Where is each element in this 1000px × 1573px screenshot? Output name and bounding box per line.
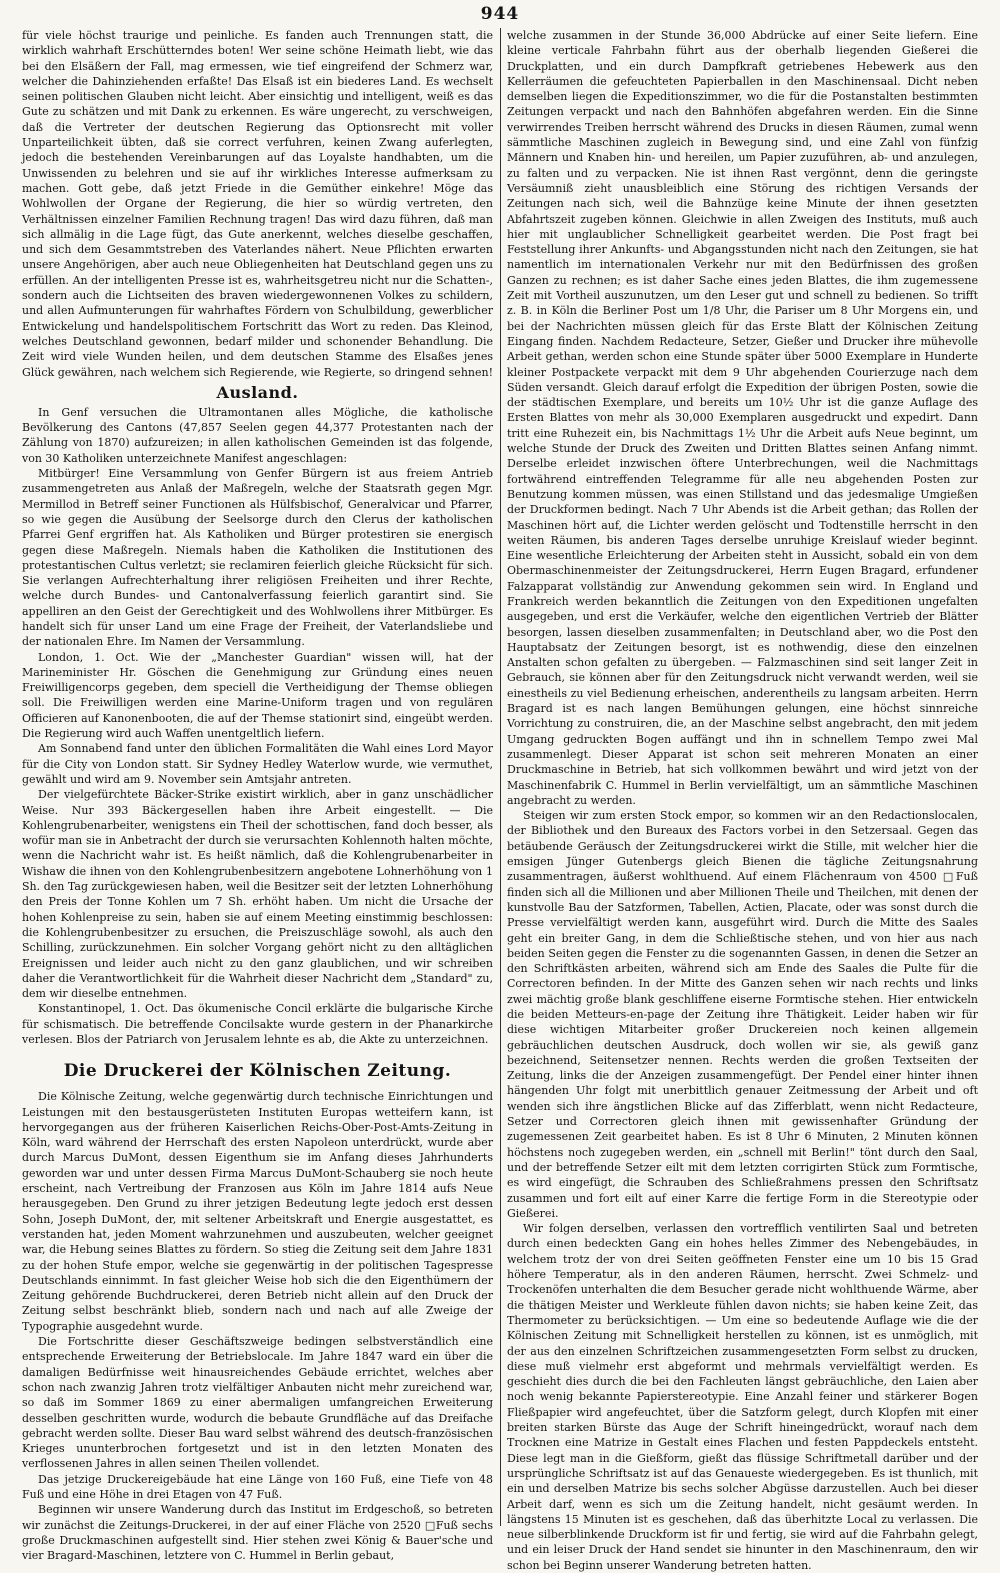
ausland-paragraph: Der vielgefürchtete Bäcker-Strike existirt wirklich, aber in ganz unschädlicher Weise. Nur 393 Bäckergesellen haben ihre Arbeit eingestellt. — Die Kohlengrubenarbeiter, wenigstens ein Theil der schottischen, fand doch besser, als wofür man sie in Anbetracht der durch sie verursachten Kohlennoth halten möchte, wenn die Nachricht wahr ist. Es heißt nämlich, daß die Kohlengrubenarbeiter in Wishaw die ihnen von den Kohlengrubenbesitzern angebotene Lohnerhöhung von 1 Sh. den Tag zurückgewiesen haben, weil die Besitzer seit der letzten Lohnerhöhung den Preis der Tonne Kohlen um 7 Sh. erhöht haben. Um nicht die Ursache der hohen Kohlenpreise zu sein, haben sie auf einem Meeting einstimmig beschlossen: die Kohlengrubenbesitzer zu ersuchen, die Preiszuschläge sowohl, als auch den Schilling, zurückzunehmen. Ein solcher Vorgang gehört nicht zu den alltäglichen Ereignissen und leider auch nicht zu den ganz glaublichen, und wir schreiben daher die Verantwortlichkeit für die Wahrheit dieser Nachricht dem „Standard" zu, dem wir dieselbe entnehmen.: [22, 788, 493, 1001]
druckerei-paragraph: Die Fortschritte dieser Geschäftszweige bedingen selbstverständlich eine entsprechende Erweiterung der Betriebslocale. Im Jahre 1847 ward ein über die damaligen Bedürfnisse weit hinausreichendes Gebäude errichtet, welches aber schon nach zwanzig Jahren trotz vielfältiger Anbauten nicht mehr zureichend war, so daß im Sommer 1869 zu einer abermaligen umfangreichen Erweiterung desselben geschritten wurde, wodurch die bebaute Grundfläche auf das Dreifache gebracht werden sollte. Dieser Bau ward selbst während des deutsch-französischen Krieges ununterbrochen fortgesetzt und ist in den letzten Monaten des verflossenen Jahres in allen seinen Theilen vollendet.: [22, 1335, 493, 1471]
ausland-paragraph: Konstantinopel, 1. Oct. Das ökumenische Concil erklärte die bulgarische Kirche für schismatisch. Die betreffende Concilsakte wurde gestern in der Phanarkirche verlesen. Blos der Patriarch von Jerusalem lehnte es ab, die Akte zu unterzeichnen.: [22, 1002, 493, 1046]
druckerei-paragraph: Beginnen wir unsere Wanderung durch das Institut im Erdgeschoß, so betreten wir zunächst die Zeitungs-Druckerei, in der auf einer Fläche von 2520 □Fuß sechs große Druckmaschinen aufgestellt sind. Hier stehen zwei König & Bauer'sche und vier Bragard-Maschinen, letztere von C. Hummel in Berlin gebaut,: [22, 1503, 493, 1563]
ausland-paragraph: In Genf versuchen die Ultramontanen alles Mögliche, die katholische Bevölkerung des Cantons (47,857 Seelen gegen 44,377 Protestanten nach der Zählung von 1870) aufzureizen; in allen katholischen Gemeinden ist das folgende, von 30 Katholiken unterzeichnete Manifest angeschlagen:: [22, 405, 493, 465]
ausland-paragraph: London, 1. Oct. Wie der „Manchester Guardian" wissen will, hat der Marineminister Hr. Göschen die Genehmigung zur Gründung eines neuen Freiwilligencorps gegeben, dem speciell die Vertheidigung der Themse obliegen soll. Die Freiwilligen werden eine Marine-Uniform tragen und von regulären Officieren auf Kanonenbooten, die auf der Themse stationirt sind, eingeübt werden. Die Regierung wird auch Waffen unentgeltlich liefern.: [22, 650, 493, 741]
ausland-heading: Ausland.: [216, 382, 299, 402]
druckerei-continued-paragraph: Wir folgen derselben, verlassen den vortrefflich ventilirten Saal und betreten durch einen bedeckten Gang ein hohes helles Zimmer des Nebengebäudes, in welchem trotz der von drei Seiten geöffneten Fenster eine um 10 bis 15 Grad höhere Temperatur, als in den anderen Räumen, herrscht. Zwei Schmelz- und Trockenöfen unterhalten die dem Besucher gerade nicht wohlthuende Wärme, aber die thätigen Meister und Werkleute fühlen davon nichts; sie haben keine Zeit, das Thermometer zu berücksichtigen. — Um eine so bedeutende Auflage wie die der Kölnischen Zeitung mit Schnelligkeit herstellen zu können, ist es unmöglich, mit der aus den einzelnen Schriftzeichen zusammengesetzten Form selbst zu drucken, diese muß vielmehr erst abgeformt und mehrmals vervielfältigt werden. Es geschieht dies durch die bei den Fachleuten längst gebräuchliche, den Laien aber noch wenig bekannte Papierstereotypie. Eine Anzahl feiner und stärkerer Bogen Fließpapier wird angefeuchtet, über die Satzform gelegt, durch Klopfen mit einer breiten starken Bürste das Auge der Schrift hineingedrückt, worauf nach dem Trocknen eine Matrize in Gestalt eines Flachen und festen Pappdeckels entsteht. Diese legt man in die Gießform, gießt das flüssige Schriftmetall darüber und der ursprüngliche Schriftsatz ist auf das Genaueste wiedergegeben. Es ist thunlich, mit ein und derselben Matrize bis sechs solcher Abgüsse darzustellen. Auch bei dieser Arbeit darf, wenn es sich um die Zeitung handelt, nicht gesäumt werden. In längstens 15 Minuten ist es geschehen, daß das überhitzte Local zu verlassen. Die neue silberblinkende Druckform ist fir und fertig, sie wird auf die Fahrbahn gelegt, und ein leiser Druck der Hand sendet sie hinunter in den Maschinenraum, den wir schon bei Beginn unserer Wanderung betreten hatten.: [507, 1222, 978, 1572]
druckerei-heading: Die Druckerei der Kölnischen Zeitung.: [63, 1061, 452, 1082]
column-divider: [500, 28, 501, 1526]
columns: [22, 28, 978, 1572]
right-column: [507, 28, 978, 1572]
druckerei-continued-paragraph: Steigen wir zum ersten Stock empor, so kommen wir an den Redactionslocalen, der Bibliothek und den Bureaux des Factors vorbei in den Setzersaal. Gegen das betäubende Geräusch der Zeitungsdruckerei wirkt die Stille, mit welcher hier die emsigen Jünger Gutenbergs gleich Bienen die tägliche Zeitungsnahrung zusammentragen, äußerst wohlthuend. Auf einem Flächenraum von 4500 □Fuß finden sich all die Millionen und aber Millionen Theile und Theilchen, mit denen der kunstvolle Bau der Satzformen, Tabellen, Actien, Placate, oder was sonst durch die Presse vervielfältigt werden kann, ausgeführt wird. Durch die Mitte des Saales geht ein breiter Gang, in dem die Schließtische stehen, und von hier aus nach beiden Seiten gegen die Fenster zu die sogenannten Gassen, in denen die Setzer an den Schriftkästen arbeiten, während sich am Ende des Saales die Pulte für die Correctoren befinden. In der Mitte des Ganzen sehen wir nach rechts und links zwei mächtig große blank geschliffene eiserne Formtische stehen. Hier entwickeln die beiden Metteurs-en-page der Zeitung ihre Thätigkeit. Leider haben wir für diese wichtigen Mitarbeiter großer Druckereien noch keinen allgemein gebräuchlichen deutschen Ausdruck, doch wollen wir sie, als gewiß ganz bezeichnend, Seitensetzer nennen. Rechts werden die großen Textseiten der Zeitung, links die der Anzeigen zusammengefügt. Der Pendel einer hinter ihnen hängenden Uhr folgt mit unerbittlich genauer Zeitmessung der Arbeit und oft wenden sich ihre ängstlichen Blicke auf das Zifferblatt, wenn nicht Redacteure, Setzer und Correctoren gleich ihnen mit gewissenhafter Gründung der zugemessenen Zeit gearbeitet haben. Es ist 8 Uhr 6 Minuten, 2 Minuten können höchstens noch zugegeben werden, ein „schnell mit Berlin!" tönt durch den Saal, und der betreffende Setzer eilt mit dem letzten corrigirten Stück zum Formtische, es wird eingefügt, die Schrauben des Schließrahmens pressen den Schriftsatz zusammen und fort eilt auf einer Karre die fertige Form in die Stereotypie oder Gießerei.: [507, 809, 978, 1220]
druckerei-continued-paragraph: welche zusammen in der Stunde 36,000 Abdrücke auf einer Seite liefern. Eine kleine verticale Fahrbahn führt aus der oberhalb liegenden Gießerei die Druckplatten, und ein durch Dampfkraft getriebenes Hebewerk aus den Kellerräumen die gefeuchteten Papierballen in den Maschinensaal. Dicht neben demselben liegen die Expeditionszimmer, wo die für die Postanstalten bestimmten Zeitungen verpackt und nach den Bahnhöfen abgefahren werden. Ein die Sinne verwirrendes Treiben herrscht während des Drucks in diesen Räumen, zumal wenn sämmtliche Maschinen zugleich in Bewegung sind, und eine Zahl von fünfzig Männern und Knaben hin- und hereilen, um Papier zuzuführen, ab- und anzulegen, zu falten und zu verpacken. Nie ist ihnen Rast vergönnt, denn die geringste Versäumniß zieht unausbleiblich eine Störung des richtigen Versands der Zeitungen nach sich, weil die Bahnzüge keine Minute der ihnen gesetzten Abfahrtszeit zugeben können. Gleichwie in allen Zweigen des Instituts, muß auch hier mit unglaublicher Schnelligkeit gearbeitet werden. Die Post fragt bei Feststellung ihrer Ankunfts- und Abgangsstunden nicht nach den Zeitungen, sie hat namentlich im internationalen Verkehr nur mit den Bedürfnissen des großen Ganzen zu rechnen; es ist daher Sache eines jeden Blattes, die ihm zugemessene Zeit mit Vortheil auszunutzen, um den Leser gut und schnell zu bedienen. So trifft z. B. in Köln die Berliner Post um 1/8 Uhr, die Pariser um 8 Uhr Morgens ein, und bei der Nachrichten müssen gleich für das Erste Blatt der Kölnischen Zeitung Eingang finden. Nachdem Redacteure, Setzer, Gießer und Drucker ihre mühevolle Arbeit gethan, werden schon eine Stunde später über 5000 Exemplare in Hunderte kleiner Postpackete verpackt mit dem 9 Uhr abgehenden Courierzuge nach dem Süden versandt. Gleich darauf erfolgt die Expedition der übrigen Posten, sowie die der städtischen Exemplare, und bereits um 10½ Uhr ist die ganze Auflage des Ersten Blattes von mehr als 30,000 Exemplaren ausgedruckt und expedirt. Dann tritt eine Ruhezeit ein, bis Nachmittags 1½ Uhr die Arbeit aufs Neue beginnt, um welche Stunde der Druck des Zweiten und Dritten Blattes seinen Anfang nimmt. Derselbe erleidet inzwischen öftere Unterbrechungen, weil die Nachmittags fortwährend eintreffenden Telegramme für alle neu abgehenden Posten zur Benutzung kommen müssen, was einen Stillstand und das jedesmalige Umgießen der Druckformen bedingt. Nach 7 Uhr Abends ist die Arbeit gethan; das Rollen der Maschinen hört auf, die Lichter werden gelöscht und Todtenstille herrscht in den weiten Räumen, bis anderen Tages derselbe unruhige Kreislauf wieder beginnt. Eine wesentliche Erleichterung der Arbeiten steht in Aussicht, sobald ein von dem Obermaschinenmeister der Zeitungsdruckerei, Herrn Eugen Bragard, erfundener Falzapparat vollständig zur Anwendung gekommen sein wird. In England und Frankreich werden bekanntlich die Zeitungen von den Expeditionen ungefalten ausgegeben, und erst die Verkäufer, welche den eigentlichen Vertrieb der Blätter besorgen, lassen dieselben zusammenfalten; in Deutschland aber, wo die Post den Hauptabsatz der Zeitungen besorgt, ist es nothwendig, diese den einzelnen Anstalten schon gefalten zu übergeben. — Falzmaschinen sind seit langer Zeit in Gebrauch, sie können aber für den Zeitungsdruck nicht verwandt werden, weil sie einestheils zu viel Bedienung erheischen, anderentheils zu langsam arbeiten. Herrn Bragard ist es nach langen Bemühungen gelungen, eine höchst sinnreiche Vorrichtung zu construiren, die, an der Maschine selbst angebracht, den mit jedem Umgang gedruckten Bogen auffängt und ihn in schnellem Tempo zwei Mal zusammenlegt. Dieser Apparat ist schon seit mehreren Monaten an einer Druckmaschine in Betrieb, hat sich vollkommen bewährt und wird jetzt von der Maschinenfabrik C. Hummel in Berlin vervielfältigt, um an sämmtliche Maschinen angebracht zu werden.: [507, 29, 978, 807]
druckerei-paragraph: Die Kölnische Zeitung, welche gegenwärtig durch technische Einrichtungen und Leistungen mit den bestausgerüsteten Instituten Europas wetteifern kann, ist hervorgegangen aus der früheren Kaiserlichen Reichs-Ober-Post-Amts-Zeitung in Köln, ward während der Herrschaft des ersten Napoleon unterdrückt, wurde aber durch Marcus DuMont, dessen Eigenthum sie im Anfang dieses Jahrhunderts geworden war und unter dessen Firma Marcus DuMont-Schauberg sie noch heute erscheint, nach Vertreibung der Franzosen aus Köln im Jahre 1814 aufs Neue herausgegeben. Den Grund zu ihrer jetzigen Bedeutung legte jedoch erst dessen Sohn, Joseph DuMont, der, mit seltener Arbeitskraft und Energie ausgestattet, es verstanden hat, jeden Moment wahrzunehmen und auszubeuten, welcher geeignet war, die Hebung seines Blattes zu fördern. So stieg die Zeitung seit dem Jahre 1831 zu der hohen Stufe empor, welche sie gegenwärtig in der politischen Tagespresse Deutschlands einnimmt. In fast gleicher Weise hob sich die den Eigenthümern der Zeitung gehörende Buchdruckerei, deren Betrieb nicht allein auf den Druck der Zeitung selbst beschränkt blieb, sondern nach und nach auf alle Zweige der Typographie ausgedehnt wurde.: [22, 1090, 493, 1333]
intro-paragraph: für viele höchst traurige und peinliche. Es fanden auch Trennungen statt, die wirklich wahrhaft Erschütterndes boten! Wer seine schöne Heimath liebt, wie das bei den Elsäßern der Fall, mag ermessen, wie tief eingreifend der Schmerz war, welcher die Dahinziehenden erfaßte! Das Elsaß ist ein biederes Land. Es wechselt seinen politischen Glauben nicht leicht. Aber einsichtig und intelligent, weiß es das Gute zu schätzen und mit Dank zu erkennen. Es wäre ungerecht, zu verschweigen, daß die Vertreter der deutschen Regierung das Optionsrecht mit voller Unparteilichkeit übten, daß sie correct verfuhren, keinen Zwang auferlegten, jedoch die bestehenden Vereinbarungen auf das Loyalste handhabten, um die Unwissenden zu belehren und sie auf ihr wirkliches Interesse aufmerksam zu machen. Gott gebe, daß jetzt Friede in die Gemüther einkehre! Möge das Wohlwollen der Organe der Regierung, die hier so würdig vertreten, den Verhältnissen einzelner Familien Rechnung tragen! Das wird dazu führen, daß man sich allmälig in die Lage fügt, das Gute anerkennt, welches dieselbe geschaffen, und sich dem Gesammtstreben des Vaterlandes nähert. Neue Pflichten erwarten unsere Angehörigen, aber auch neue Obliegenheiten hat Deutschland gegen uns zu erfüllen. An der intelligenten Presse ist es, wahrheitsgetreu nicht nur die Schatten-, sondern auch die Lichtseiten des braven wiedergewonnenen Volkes zu schildern, und allen Aufmunterungen für wahrhaftes Fördern von Schulbildung, gewerblicher Entwickelung und handelspolitischem Fortschritt das Wort zu reden. Das Kleinod, welches Deutschland gewonnen, bedarf milder und schonender Behandlung. Die Zeit wird viele Wunden heilen, und dem deutschen Stamme des Elsaßes jenes Glück gewähren, nach welchem sich Regierende, wie Regierte, so dringend sehnen!: [22, 29, 494, 379]
ausland-paragraph: Mitbürger! Eine Versammlung von Genfer Bürgern ist aus freiem Antrieb zusammengetreten aus Anlaß der Maßregeln, welche der Staatsrath gegen Mgr. Mermillod in Betreff seiner Functionen als Hülfsbischof, Generalvicar und Pfarrer, so wie gegen die Ausübung der Seelsorge durch den Clerus der katholischen Pfarrei Genf ergriffen hat. Als Katholiken und Bürger protestiren sie energisch gegen diese Maßregeln. Niemals haben die Katholiken die Institutionen des protestantischen Cultus verletzt; sie reclamiren feierlich gleiche Rücksicht für sich. Sie verlangen Aufrechterhaltung ihrer religiösen Freiheiten und ihrer Rechte, welche durch Bundes- und Cantonalverfassung feierlich garantirt sind. Sie appelliren an den Geist der Gerechtigkeit und des Wohlwollens ihrer Mitbürger. Es handelt sich für unser Land um eine Frage der Freiheit, der Vaterlandsliebe und der nationalen Ehre. Im Namen der Versammlung.: [22, 467, 493, 649]
left-column: [22, 28, 494, 1563]
ausland-paragraph: Am Sonnabend fand unter den üblichen Formalitäten die Wahl eines Lord Mayor für die City von London statt. Sir Sydney Hedley Waterlow wurde, wie vermuthet, gewählt und wird am 9. November sein Amtsjahr antreten.: [22, 742, 493, 786]
page-number: 944: [480, 4, 520, 24]
druckerei-paragraph: Das jetzige Druckereigebäude hat eine Länge von 160 Fuß, eine Tiefe von 48 Fuß und eine Höhe in drei Etagen von 47 Fuß.: [22, 1472, 493, 1502]
